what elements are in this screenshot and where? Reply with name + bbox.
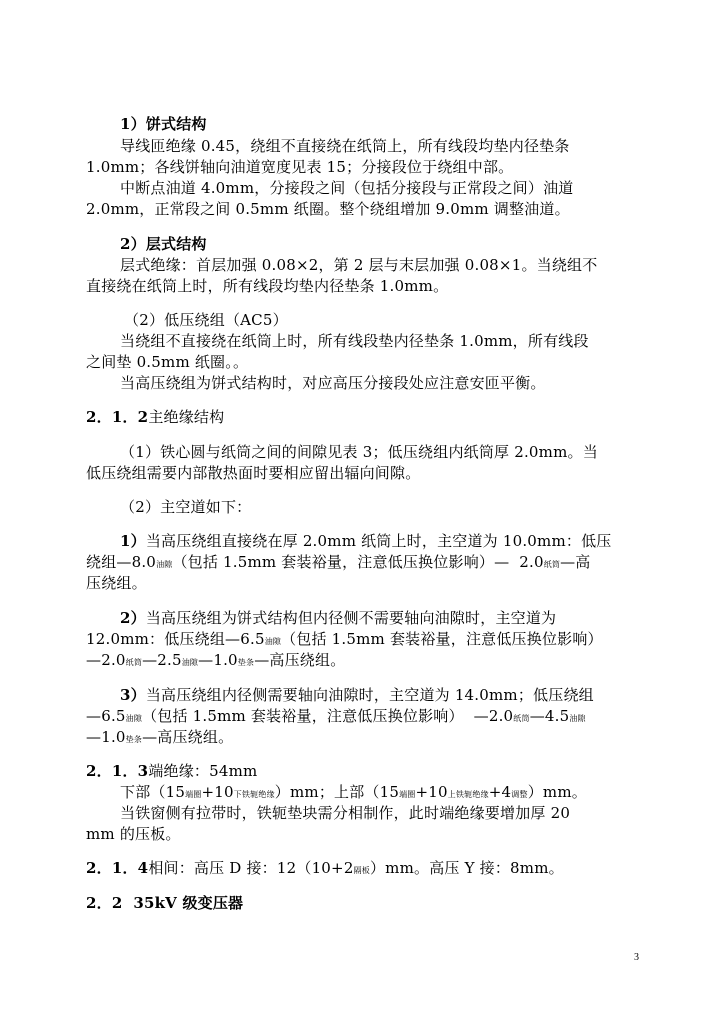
text-line bbox=[120, 531, 612, 551]
text-segment: 2.0mm，正常段之间 0.5mm 纸圈。整个绕组增加 9.0mm 调整油道。 bbox=[86, 200, 570, 218]
subscript-label: 纸筒 bbox=[543, 560, 561, 569]
text-segment: +10 bbox=[415, 783, 448, 801]
text-line bbox=[86, 276, 448, 296]
text-segment: +4 bbox=[488, 783, 512, 801]
text-segment: 当高压绕组为饼式结构时，对应高压分接段处应注意安匝平衡。 bbox=[120, 374, 546, 392]
text-segment: 1）饼式结构 bbox=[120, 115, 207, 133]
text-segment: 当绕组不直接绕在纸筒上时，所有线段垫内径垫条 1.0mm，所有线段 bbox=[120, 332, 589, 350]
text-segment: （2）主空道如下： bbox=[120, 498, 252, 516]
text-segment: +10 bbox=[201, 783, 234, 801]
subscript-label: 油隙 bbox=[125, 714, 143, 723]
text-segment: （包括 1.5mm 套装裕量，注意低压换位影响） —2.0 bbox=[142, 707, 514, 725]
text-segment: 2．2 35kV 级变压器 bbox=[86, 894, 244, 912]
text-segment: 相间：高压 D 接：12（10+2 bbox=[148, 859, 354, 877]
text-segment: 低压绕组需要内部散热面时要相应留出辐向间隙。 bbox=[86, 464, 421, 482]
text-segment: （包括 1.5mm 套装裕量，注意低压换位影响） bbox=[281, 630, 603, 648]
subscript-label: 油隙 bbox=[181, 658, 199, 667]
subscript-label: 垫条 bbox=[237, 658, 255, 667]
text-segment: 当铁窗侧有拉带时，铁轭垫块需分相制作，此时端绝缘要增加厚 20 bbox=[120, 804, 571, 822]
text-segment: 导线匝绝缘 0.45，绕组不直接绕在纸筒上，所有线段均垫内径垫条 bbox=[120, 137, 570, 155]
text-segment: 1.0mm；各线饼轴向油道宽度见表 15；分接段位于绕组中部。 bbox=[86, 158, 514, 176]
text-segment: 当高压绕组为饼式结构但内径侧不需要轴向油隙时，主空道为 bbox=[145, 609, 557, 627]
text-segment: 3） bbox=[120, 686, 146, 704]
page-number: 3 bbox=[634, 952, 639, 963]
text-segment: —1.0 bbox=[86, 728, 126, 746]
text-line bbox=[120, 255, 597, 275]
text-segment: 2）层式结构 bbox=[120, 235, 207, 253]
text-segment: —高压绕组。 bbox=[254, 651, 346, 669]
text-segment: 当高压绕组直接绕在厚 2.0mm 纸筒上时，主空道为 10.0mm：低压 bbox=[145, 532, 612, 550]
text-line bbox=[86, 407, 224, 427]
text-segment: 主绝缘结构 bbox=[148, 408, 225, 426]
text-line bbox=[120, 782, 587, 805]
text-line bbox=[86, 761, 257, 781]
text-segment: ）mm。 bbox=[527, 783, 587, 801]
text-segment: 层式绝缘：首层加强 0.08×2，第 2 层与末层加强 0.08×1。当绕组不 bbox=[120, 256, 598, 274]
text-segment: 2．1．2 bbox=[86, 408, 149, 426]
text-line bbox=[86, 352, 248, 372]
text-line bbox=[120, 685, 594, 705]
text-segment: —6.5 bbox=[86, 707, 126, 725]
text-segment: —4.5 bbox=[529, 707, 570, 725]
text-segment: —高压绕组。 bbox=[142, 728, 234, 746]
subscript-label: 隔板 bbox=[353, 866, 370, 875]
text-line bbox=[120, 331, 589, 351]
text-line bbox=[120, 114, 207, 134]
subscript-label: 下铁轭绝缘 bbox=[233, 790, 275, 799]
text-segment: 之间垫 0.5mm 纸圈。。 bbox=[86, 353, 249, 371]
text-line bbox=[86, 727, 233, 750]
text-line bbox=[86, 629, 603, 652]
text-segment: —2.0 bbox=[86, 651, 126, 669]
text-segment: mm 的压板。 bbox=[86, 825, 181, 843]
text-line bbox=[120, 608, 556, 628]
text-line bbox=[120, 497, 251, 517]
text-line bbox=[86, 552, 591, 575]
text-segment: 绕组—8.0 bbox=[86, 553, 157, 571]
subscript-label: 纸筒 bbox=[125, 658, 143, 667]
text-line bbox=[86, 573, 147, 593]
subscript-label: 端圈 bbox=[399, 790, 416, 799]
text-segment: （包括 1.5mm 套装裕量，注意低压换位影响）— 2.0 bbox=[172, 553, 544, 571]
text-segment: （1）铁心圆与纸筒之间的间隙见表 3；低压绕组内纸筒厚 2.0mm。当 bbox=[120, 443, 598, 461]
text-segment: 1） bbox=[120, 532, 146, 550]
subscript-label: 上铁轭绝缘 bbox=[447, 790, 489, 799]
text-line bbox=[86, 893, 243, 913]
text-line bbox=[86, 463, 420, 483]
text-line bbox=[120, 803, 570, 823]
text-line bbox=[86, 199, 570, 219]
subscript-label: 调整 bbox=[511, 790, 528, 799]
text-segment: —高 bbox=[560, 553, 591, 571]
text-segment: 端绝缘：54mm bbox=[148, 762, 258, 780]
text-segment: 下部（15 bbox=[120, 783, 186, 801]
text-segment: 2．1．3 bbox=[86, 762, 149, 780]
text-segment: 12.0mm：低压绕组—6.5 bbox=[86, 630, 265, 648]
text-segment: （2）低压绕组（AC5） bbox=[124, 311, 288, 329]
text-segment: 2） bbox=[120, 609, 146, 627]
text-line bbox=[86, 650, 345, 673]
text-line bbox=[86, 157, 513, 177]
text-segment: 中断点油道 4.0mm，分接段之间（包括分接段与正常段之间）油道 bbox=[120, 179, 574, 197]
subscript-label: 端圈 bbox=[185, 790, 202, 799]
text-segment: 2．1．4 bbox=[86, 859, 149, 877]
text-line bbox=[86, 706, 586, 729]
text-line bbox=[120, 234, 207, 254]
text-segment: —2.5 bbox=[142, 651, 182, 669]
text-segment: ）mm。高压 Y 接：8mm。 bbox=[369, 859, 564, 877]
subscript-label: 油隙 bbox=[569, 714, 586, 723]
subscript-label: 油隙 bbox=[264, 637, 282, 646]
text-line bbox=[120, 178, 573, 198]
text-line bbox=[120, 442, 598, 462]
text-line bbox=[124, 310, 288, 330]
text-line bbox=[120, 373, 546, 393]
subscript-label: 油隙 bbox=[156, 560, 173, 569]
subscript-label: 垫条 bbox=[125, 735, 143, 744]
text-segment: 当高压绕组内径侧需要轴向油隙时，主空道为 14.0mm；低压绕组 bbox=[145, 686, 594, 704]
text-segment: ）mm；上部（15 bbox=[274, 783, 400, 801]
text-segment: —1.0 bbox=[198, 651, 238, 669]
text-line bbox=[86, 824, 181, 844]
text-segment: 直接绕在纸筒上时，所有线段均垫内径垫条 1.0mm。 bbox=[86, 277, 449, 295]
text-line bbox=[120, 136, 570, 156]
text-line bbox=[86, 858, 564, 881]
subscript-label: 纸筒 bbox=[513, 714, 530, 723]
text-segment: 压绕组。 bbox=[86, 574, 147, 592]
